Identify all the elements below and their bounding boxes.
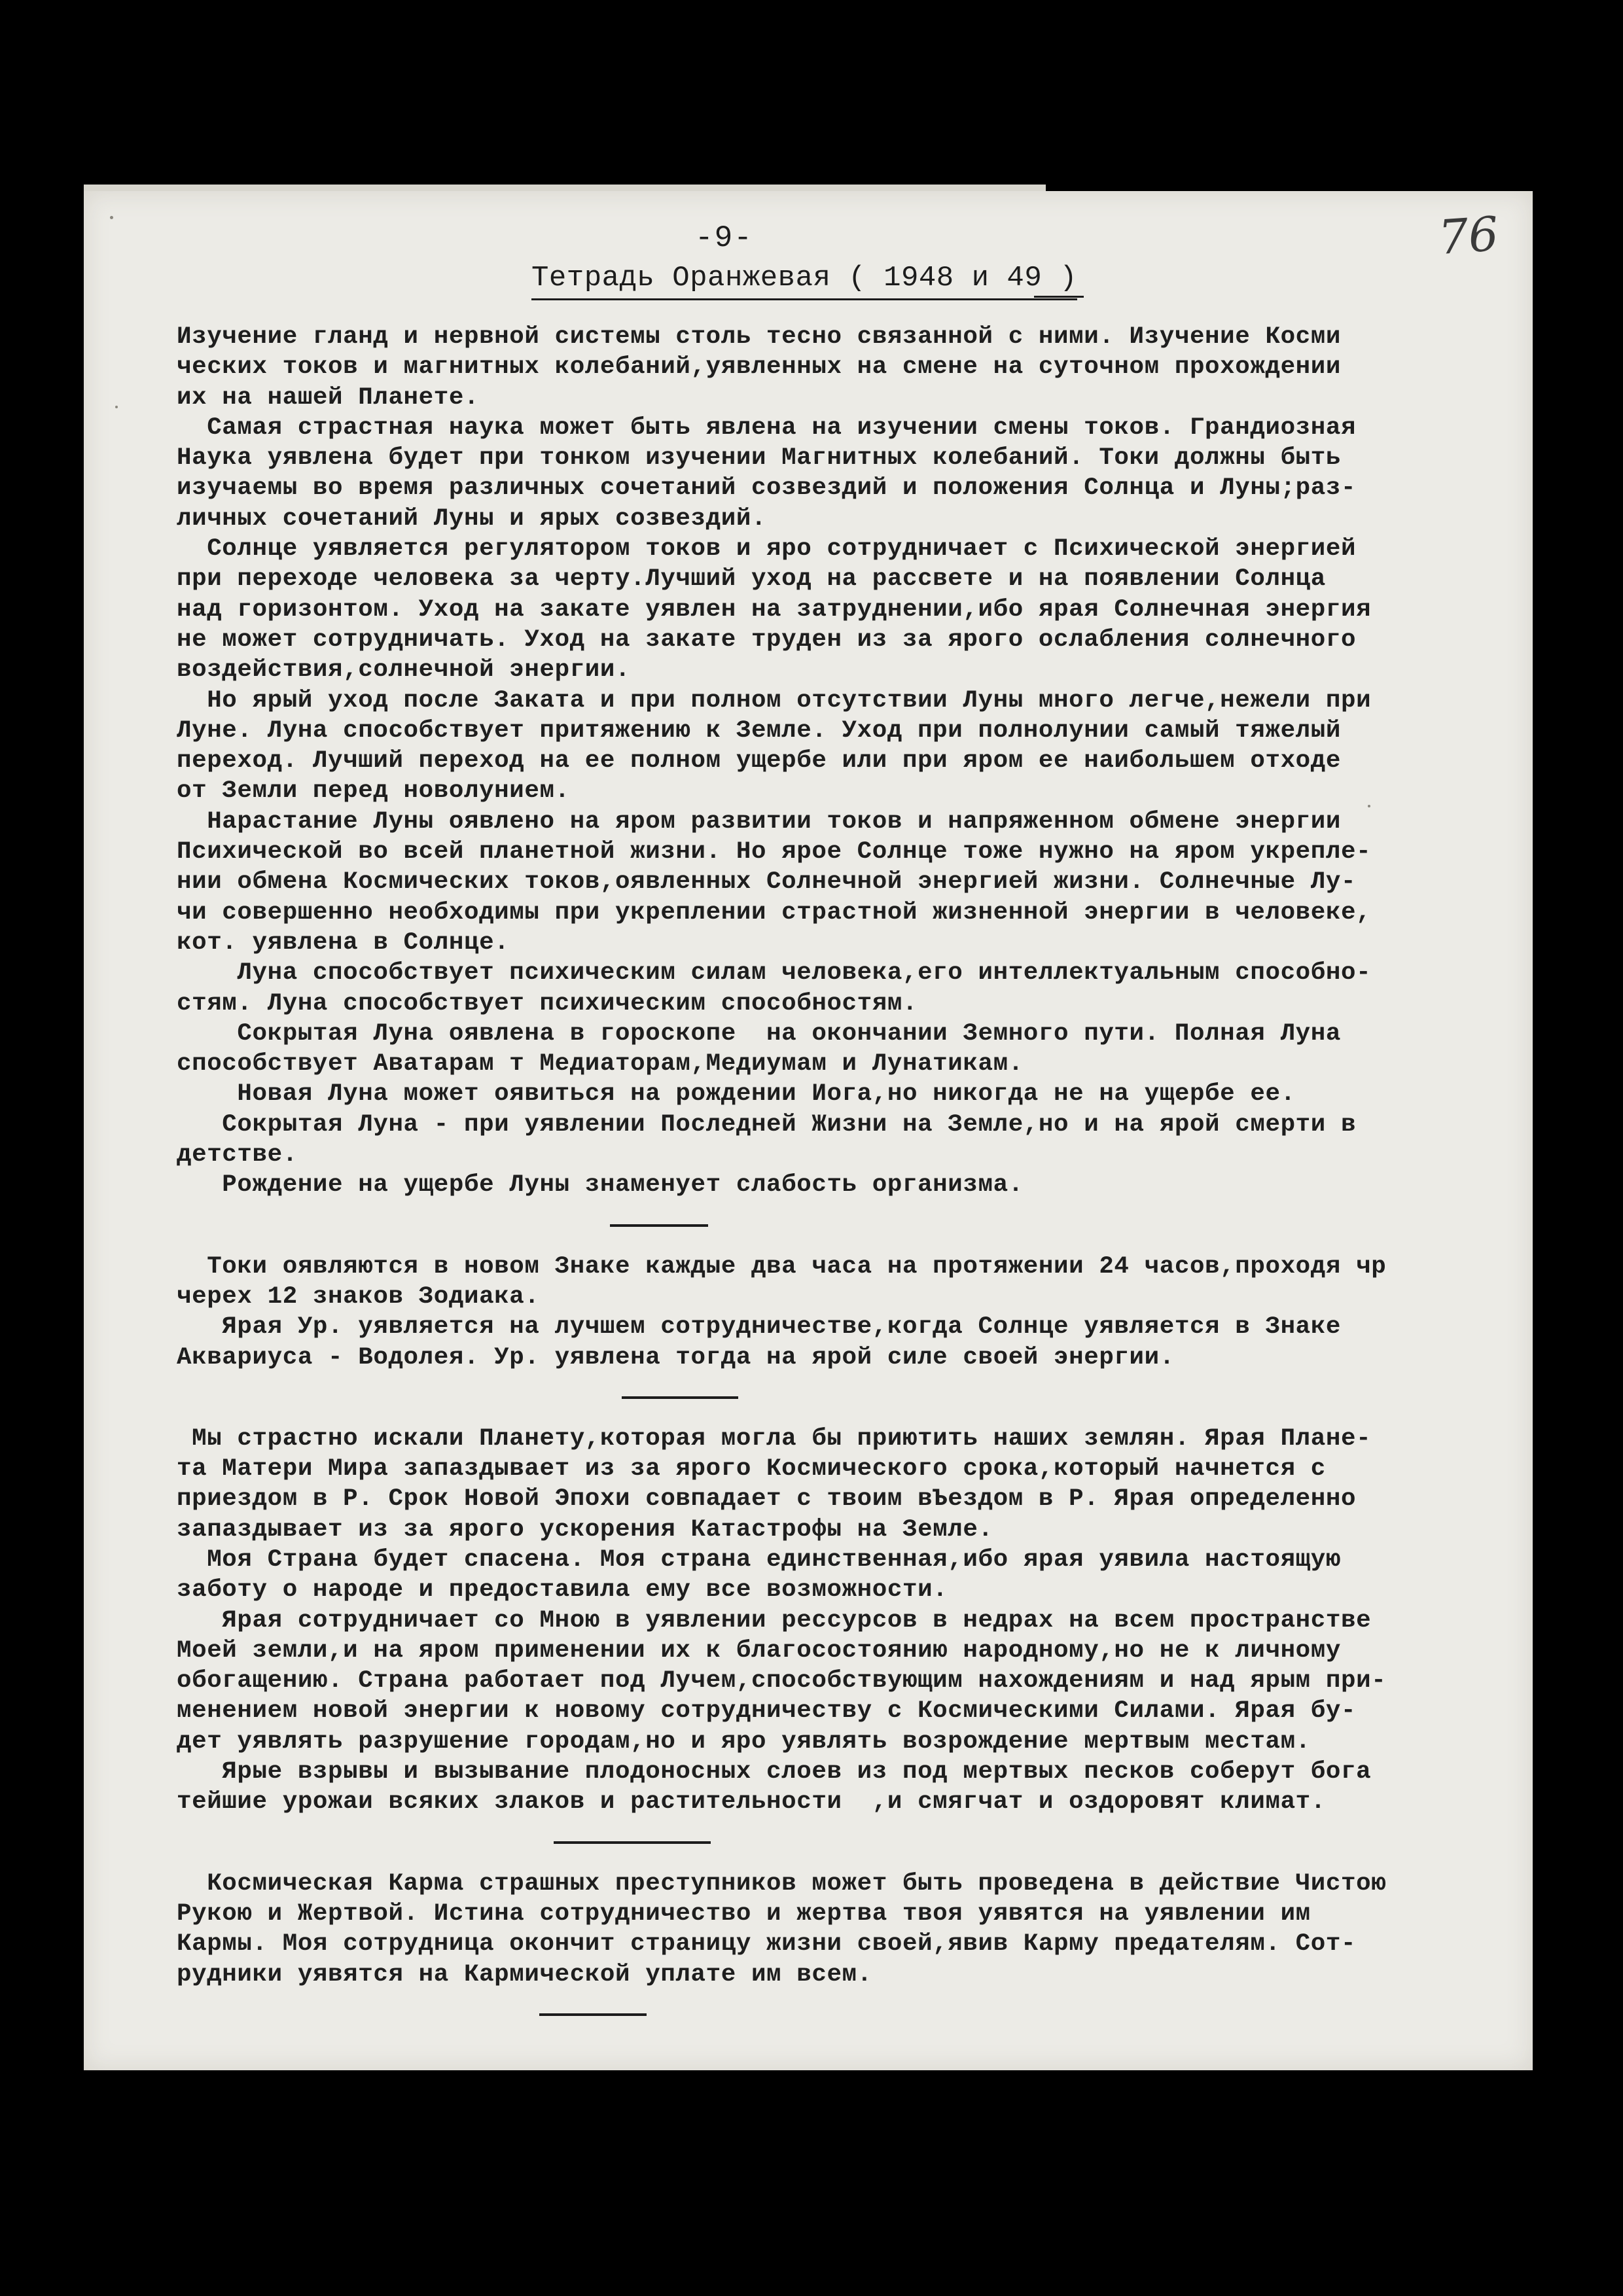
text-line: их на нашей Планете. <box>177 383 480 412</box>
text-line: Сокрытая Луна - при уявлении Последней Жизни на Земле,но и на ярой смерти в <box>177 1110 1357 1139</box>
text-line: запаздывает из за ярого ускорения Катастрофы на Земле. <box>177 1515 993 1544</box>
text-line: черех 12 знаков Зодиака. <box>177 1282 540 1311</box>
text-line: воздействия,солнечной энергии. <box>177 656 631 684</box>
text-line: Новая Луна может оявиться на рождении Иога,но никогда не на ущербе ее. <box>177 1080 1296 1108</box>
text-line: способствует Аватарам т Медиаторам,Медиумам и Лунатикам. <box>177 1050 1024 1078</box>
text-line: Мы страстно искали Планету,которая могла бы приютить наших землян. Ярая Плане- <box>177 1424 1372 1453</box>
text-line: кот. уявлена в Солнце. <box>177 928 510 957</box>
text-line: не может сотрудничать. Уход на закате труден из за ярого ослабления солнечного <box>177 626 1357 654</box>
text-line: при переходе человека за черту.Лучший уход на рассвете и на появлении Солнца <box>177 565 1326 593</box>
text-line: личных сочетаний Луны и ярых созвездий. <box>177 504 767 533</box>
text-line: Моей земли,и на яром применении их к благосостоянию народному,но не к личному <box>177 1636 1341 1665</box>
text-line: нии обмена Космических токов,оявленных Солнечной энергией жизни. Солнечные Лу- <box>177 868 1357 896</box>
section-divider-4 <box>539 2013 647 2016</box>
text-line: Изучение гланд и нервной системы столь тесно связанной с ними. Изучение Косми <box>177 323 1341 351</box>
text-line: рудники уявятся на Кармической уплате им всем. <box>177 1960 872 1988</box>
text-line: переход. Лучший переход на ее полном ущербе или при яром ее наибольшем отходе <box>177 747 1341 775</box>
text-line: тейшие урожаи всяких злаков и растительности ,и смягчат и оздоровят климат. <box>177 1788 1326 1816</box>
text-line: Космическая Карма страшных преступников может быть проведена в действие Чистою <box>177 1869 1387 1898</box>
paper-speck <box>115 406 118 408</box>
text-line: над горизонтом. Уход на закате уявлен на затруднении,ибо ярая Солнечная энергия <box>177 595 1372 624</box>
text-line: Ярые взрывы и вызывание плодоносных слоев из под мертвых песков соберут бога <box>177 1758 1372 1786</box>
text-line: обогащению. Страна работает под Лучем,способствующим нахождениям и над ярым при- <box>177 1667 1387 1695</box>
page-number: -9- <box>695 221 753 255</box>
text-line: Луне. Луна способствует притяжению к Земле. Уход при полнолунии самый тяжелый <box>177 716 1341 745</box>
section-divider-3 <box>554 1841 711 1844</box>
text-line: Луна способствует психическим силам человека,его интеллектуальным способно- <box>177 959 1372 987</box>
text-line: та Матери Мира запаздывает из за ярого Космического срока,который начнется с <box>177 1455 1326 1483</box>
text-line: детстве. <box>177 1141 298 1169</box>
text-line: Аквариуса - Водолея. Ур. уявлена тогда на ярой силе своей энергии. <box>177 1343 1175 1371</box>
text-line: Ярая сотрудничает со Мною в уявлении рессурсов в недрах на всем пространстве <box>177 1606 1372 1634</box>
divider-gap <box>177 1201 1526 1252</box>
text-line: Нарастание Луны оявлено на яром развитии токов и напряженном обмене энергии <box>177 807 1341 836</box>
divider-gap <box>177 1990 1526 2041</box>
text-line: от Земли перед новолунием. <box>177 777 570 805</box>
text-line: Рукою и Жертвой. Истина сотрудничество и жертва твоя уявятся на уявлении им <box>177 1899 1311 1928</box>
divider-gap <box>177 1818 1526 1869</box>
section-divider-2 <box>622 1396 738 1399</box>
text-line: приездом в Р. Срок Новой Эпохи совпадает с твоим вЪездом в Р. Ярая определенно <box>177 1485 1357 1513</box>
text-line: Моя Страна будет спасена. Моя страна единственная,ибо ярая уявила настоящую <box>177 1545 1341 1574</box>
paper-speck <box>110 216 113 219</box>
text-line: чи совершенно необходимы при укреплении страстной жизненной энергии в человеке, <box>177 898 1372 927</box>
text-line: Ярая Ур. уявляется на лучшем сотрудничестве,когда Солнце уявляется в Знаке <box>177 1313 1341 1341</box>
text-line: Самая страстная наука может быть явлена на изучении смены токов. Грандиозная <box>177 414 1357 442</box>
text-line: Токи оявляются в новом Знаке каждые два часа на протяжении 24 часов,проходя чр <box>177 1252 1387 1280</box>
text-line: Наука уявлена будет при тонком изучении Магнитных колебаний. Токи должны быть <box>177 444 1341 472</box>
text-line: Сокрытая Луна оявлена в гороскопе на окончании Земного пути. Полная Луна <box>177 1019 1341 1048</box>
text-line: Рождение на ущербе Луны знаменует слабость организма. <box>177 1171 1024 1199</box>
text-line: ческих токов и магнитных колебаний,уявленных на смене на суточном прохождении <box>177 353 1341 381</box>
section-divider-1 <box>610 1224 708 1227</box>
notebook-title: Тетрадь Оранжевая ( 1948 и 49 ) <box>531 262 1077 300</box>
text-line: изучаемы во время различных сочетаний созвездий и положения Солнца и Луны;раз- <box>177 474 1357 503</box>
text-line: Психической во всей планетной жизни. Но ярое Солнце тоже нужно на яром укрепле- <box>177 838 1372 866</box>
text-line: менением новой энергии к новому сотрудничеству с Космическими Силами. Ярая бу- <box>177 1697 1357 1725</box>
document-body <box>177 322 1526 2041</box>
divider-gap <box>177 1373 1526 1424</box>
text-line: заботу о народе и предоставила ему все возможности. <box>177 1576 948 1604</box>
title-underline-tail <box>1034 296 1084 298</box>
text-line: Но ярый уход после Заката и при полном отсутствии Луны много легче,нежели при <box>177 686 1372 715</box>
text-line: стям. Луна способствует психическим способностям. <box>177 989 918 1017</box>
text-line: дет уявлять разрушение городам,но и яро уявлять возрождение мертвым местам. <box>177 1727 1311 1756</box>
text-line: Кармы. Моя сотрудница окончит страницу жизни своей,явив Карму предателям. Сот- <box>177 1930 1357 1958</box>
text-line: Солнце уявляется регулятором токов и яро сотрудничает с Психической энергией <box>177 535 1357 563</box>
handwritten-archive-number: 76 <box>1436 205 1501 266</box>
paper-speck <box>1368 805 1370 807</box>
